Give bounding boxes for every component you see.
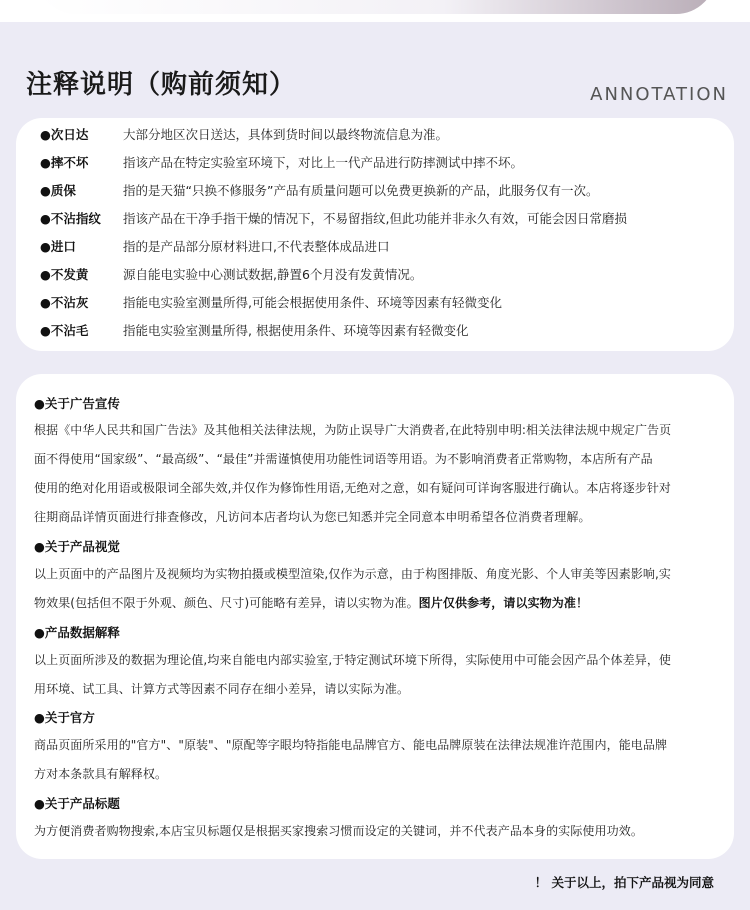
- official-line: 商品页面所采用的"官方"、"原装"、"原配等字眼均特指能电品牌官方、能电品牌原装在法律法规准许范围内，能电品牌: [34, 738, 668, 752]
- visual-line: 以上页面中的产品图片及视频均为实物拍摄或模型渲染,仅作为示意，由于构图排版、角度光影、个人审美等因素影响,实: [34, 567, 672, 581]
- data-line: 以上页面所涉及的数据为理论值,均来自能电内部实验室,于特定测试环境下所得，实际使用中可能会因产品个体差异，使: [34, 653, 672, 667]
- definition-term: ●不发黄: [40, 267, 89, 282]
- definition-term: ●进口: [40, 239, 76, 254]
- definition-row: [16, 291, 734, 315]
- ad-line: 根据《中华人民共和国广告法》及其他相关法律法规，为防止误导广大消费者,在此特别申明:相关法律法规中规定广告页: [34, 423, 672, 437]
- official-section-title: ●关于官方: [34, 710, 95, 725]
- visual-line-emphasis: 图片仅供参考，请以实物为准！: [418, 596, 589, 610]
- definition-desc: 大部分地区次日送达，具体到货时间以最终物流信息为准。: [123, 127, 449, 142]
- ad-line: 使用的绝对化用语或极限词全部失效,并仅作为修饰性用语,无绝对之意，如有疑问可详询客服进行确认。本店将逐步针对: [34, 481, 672, 495]
- definition-desc: 指该产品在干净手指干燥的情况下，不易留指纹,但此功能并非永久有效，可能会因日常磨损: [123, 211, 627, 226]
- visual-line: [34, 594, 588, 611]
- definition-term: ●质保: [40, 183, 76, 198]
- ad-line: 往期商品详情页面进行排查修改，凡访问本店者均认为您已知悉并完全同意本申明希望各位消费者理解。: [34, 510, 591, 524]
- visual-section-title: ●关于产品视觉: [34, 539, 120, 554]
- page-subtitle: ANNOTATION: [590, 84, 728, 105]
- definition-row: [16, 319, 734, 343]
- definition-desc: 源自能电实验中心测试数据,静置6个月没有发黄情况。: [123, 267, 423, 282]
- data-line: 用环境、试工具、计算方式等因素不同存在细小差异，请以实际为准。: [34, 682, 410, 696]
- definition-term: ●不沾指纹: [40, 211, 101, 226]
- definition-row: [16, 263, 734, 287]
- official-line: 方对本条款具有解释权。: [34, 767, 168, 781]
- agreement-footer: ！ 关于以上，拍下产品视为同意: [534, 875, 714, 890]
- definition-row: [16, 179, 734, 203]
- definition-row: [16, 235, 734, 259]
- definition-term: ●不沾灰: [40, 295, 89, 310]
- definition-desc: 指该产品在特定实验室环境下，对比上一代产品进行防摔测试中摔不坏。: [123, 155, 524, 170]
- title-line: 为方便消费者购物搜索,本店宝贝标题仅是根据买家搜索习惯而设定的关键词，并不代表产品本身的实际使用功效。: [34, 824, 643, 838]
- page-title: 注释说明（购前须知）: [26, 70, 297, 100]
- definition-term: ●次日达: [40, 127, 89, 142]
- product-image-edge: [36, 0, 716, 14]
- definition-desc: 指能电实验室测量所得,可能会根据使用条件、环境等因素有轻微变化: [123, 295, 502, 310]
- definition-desc: 指的是天猫“只换不修服务”产品有质量问题可以免费更换新的产品，此服务仅有一次。: [123, 183, 599, 198]
- data-section-title: ●产品数据解释: [34, 625, 120, 640]
- definition-desc: 指能电实验室测量所得, 根据使用条件、环境等因素有轻微变化: [123, 323, 469, 338]
- ad-line: 面不得使用“国家级”、“最高级”、“最佳”并需谨慎使用功能性词语等用语。为不影响消费者正常购物，本店所有产品: [34, 452, 653, 466]
- definition-row: [16, 123, 734, 147]
- definition-term: ●摔不坏: [40, 155, 89, 170]
- notices-card: [16, 374, 734, 859]
- definitions-card: [16, 118, 734, 351]
- definition-row: [16, 207, 734, 231]
- definition-desc: 指的是产品部分原材料进口,不代表整体成品进口: [123, 239, 390, 254]
- definition-term: ●不沾毛: [40, 323, 89, 338]
- title-section-title: ●关于产品标题: [34, 796, 120, 811]
- ad-section-title: ●关于广告宣传: [34, 396, 120, 411]
- visual-line-text: 物效果(包括但不限于外观、颜色、尺寸)可能略有差异，请以实物为准。: [34, 596, 419, 610]
- product-image-strip: [0, 0, 750, 22]
- definition-row: [16, 151, 734, 175]
